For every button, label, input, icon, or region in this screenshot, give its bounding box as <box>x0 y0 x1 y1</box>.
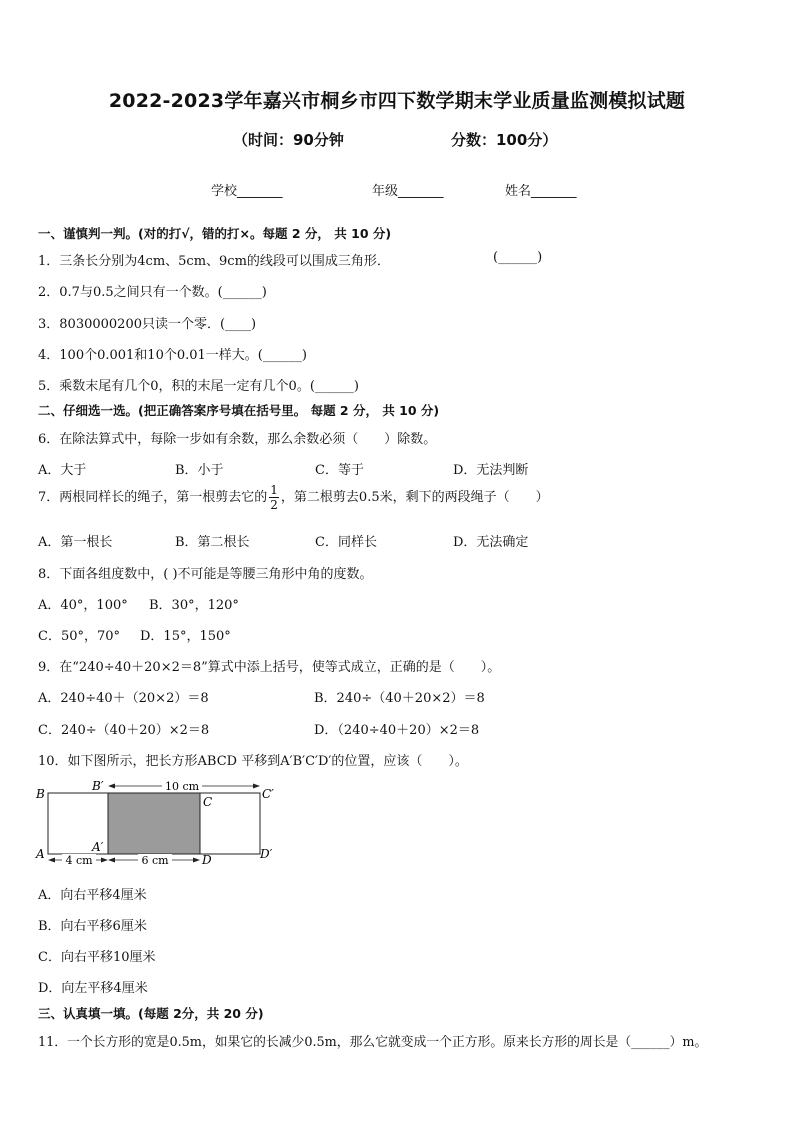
question-1-blank: (______) <box>493 250 543 265</box>
q10-option-d: D．向左平移4厘米 <box>38 981 148 996</box>
translation-diagram <box>32 776 292 872</box>
label-a: A <box>36 847 45 861</box>
label-c: C <box>203 795 213 809</box>
q7-option-c: C．同样长 <box>315 535 377 550</box>
section-1-heading: 一、谨慎判一判。(对的打√，错的打×。每题 2 分， 共 10 分) <box>38 226 392 241</box>
arrow-right-icon <box>193 858 200 863</box>
q6-option-a: A．大于 <box>38 463 87 478</box>
fraction-denominator: 2 <box>270 498 278 512</box>
q9-option-b: B．240÷（40＋20×2）＝8 <box>314 691 485 706</box>
q8-option-d: D．15°，150° <box>140 629 231 644</box>
q10-option-a: A．向右平移4厘米 <box>38 888 147 903</box>
label-b: B <box>36 787 45 801</box>
question-7-text-end: ，第二根剪去0.5米，剩下的两段绳子（ ） <box>280 490 549 505</box>
arrow-left-icon <box>108 784 115 789</box>
q10-option-b: B．向右平移6厘米 <box>38 919 147 934</box>
school-field: 学校_______ <box>211 184 283 199</box>
arrow-left-icon <box>108 858 115 863</box>
question-2: 2．0.7与0.5之间只有一个数。(______) <box>38 285 267 300</box>
question-11: 11．一个长方形的宽是0.5m，如果它的长减少0.5m，那么它就变成一个正方形。原来长方形的周长是（______）m。 <box>38 1035 708 1050</box>
question-3: 3．8030000200只读一个零．(____) <box>38 317 257 332</box>
question-10: 10．如下图所示，把长方形ABCD 平移到A′B′C′D′的位置，应该（ ）。 <box>38 754 468 769</box>
question-4: 4．100个0.001和10个0.01一样大。(______) <box>38 348 307 363</box>
section-3-heading: 三、认真填一填。(每题 2分，共 20 分) <box>38 1006 264 1021</box>
shaded-overlap-region <box>108 793 200 854</box>
label-a-prime: A′ <box>92 840 104 854</box>
question-7 <box>38 483 549 512</box>
question-8: 8．下面各组度数中，( )不可能是等腰三角形中角的度数。 <box>38 567 373 582</box>
exam-score: 分数：100分） <box>451 131 558 149</box>
q9-option-c: C．240÷（40＋20）×2＝8 <box>38 723 210 738</box>
fraction-numerator: 1 <box>270 483 278 497</box>
grade-field: 年级_______ <box>372 184 444 199</box>
dim-label-4cm: 4 cm <box>65 854 93 867</box>
q10-option-c: C．向右平移10厘米 <box>38 950 156 965</box>
question-5: 5．乘数末尾有几个0，积的末尾一定有几个0。(______) <box>38 379 359 394</box>
page-title: 2022-2023学年嘉兴市桐乡市四下数学期末学业质量监测模拟试题 <box>108 90 686 112</box>
q7-option-a: A．第一根长 <box>38 535 113 550</box>
label-c-prime: C′ <box>262 787 274 801</box>
section-2-heading: 二、仔细选一选。(把正确答案序号填在括号里。 每题 2 分， 共 10 分) <box>38 403 440 418</box>
arrow-left-icon <box>48 858 55 863</box>
arrow-right-icon <box>101 858 108 863</box>
q9-option-d: D．（240÷40＋20）×2＝8 <box>314 723 480 738</box>
q8-option-b: B．30°，120° <box>149 598 239 613</box>
question-7-text-start: 7．两根同样长的绳子，第一根剪去它的 <box>38 490 268 505</box>
question-6: 6．在除法算式中，每除一步如有余数，那么余数必须（ ）除数。 <box>38 432 437 447</box>
q6-option-b: B．小于 <box>175 463 224 478</box>
q8-option-c: C．50°，70° <box>38 629 121 644</box>
label-d: D <box>202 853 212 867</box>
name-field: 姓名_______ <box>505 184 577 199</box>
dim-label-6cm: 6 cm <box>141 854 169 867</box>
arrow-right-icon <box>253 784 260 789</box>
dim-label-10cm: 10 cm <box>164 780 200 793</box>
label-b-prime: B′ <box>92 779 104 793</box>
exam-time: （时间：90分钟 <box>233 131 344 149</box>
question-9: 9．在“240÷40＋20×2＝8”算式中添上括号，使等式成立，正确的是（ ）。 <box>38 660 501 675</box>
q6-option-d: D．无法判断 <box>453 463 529 478</box>
q8-option-a: A．40°，100° <box>38 598 128 613</box>
q7-option-b: B．第二根长 <box>175 535 250 550</box>
q6-option-c: C．等于 <box>315 463 364 478</box>
q9-option-a: A．240÷40＋（20×2）＝8 <box>38 691 209 706</box>
label-d-prime: D′ <box>260 847 273 861</box>
fraction-one-half <box>269 483 279 512</box>
question-1: 1．三条长分别为4cm、5cm、9cm的线段可以围成三角形． <box>38 254 390 269</box>
q7-option-d: D．无法确定 <box>453 535 529 550</box>
